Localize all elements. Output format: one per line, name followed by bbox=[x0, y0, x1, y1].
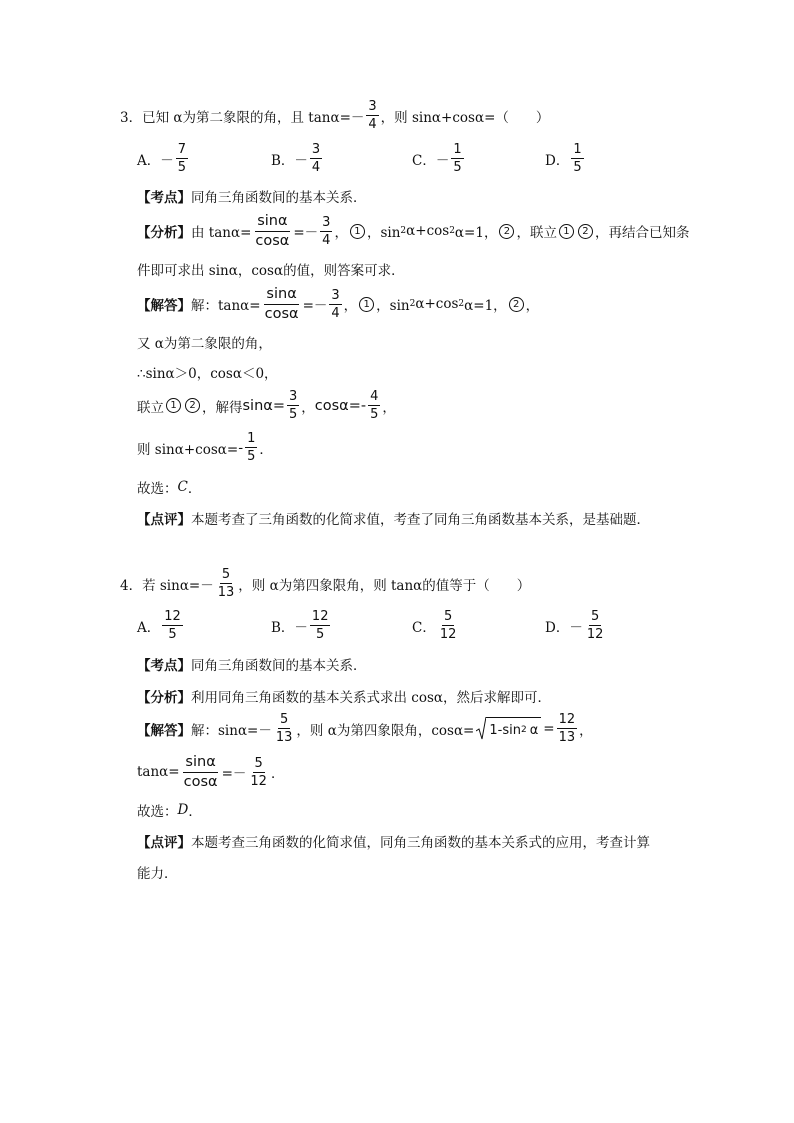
q4-stem-text: 4．若 sinα=－ bbox=[120, 577, 214, 594]
kaodian-tag: 【考点】 bbox=[137, 190, 191, 206]
dianping-tag: 【点评】 bbox=[137, 512, 191, 528]
q4-option-a[interactable]: A． $\frac{12}{5}$ bbox=[137, 609, 181, 642]
q3-sign-line: ∴sinα＞0，cosα＜0， bbox=[137, 366, 278, 382]
jieda-tag: 【解答】 bbox=[137, 722, 191, 739]
q3-dianping: 【点评】 本题考查了三角函数的化简求值，考查了同角三角函数基本关系，是基础题． bbox=[137, 508, 650, 528]
q3-stem-fraction: $\frac{3}{4}$ bbox=[368, 99, 377, 132]
q3-option-d[interactable]: D． $\frac{1}{5}$ bbox=[545, 142, 582, 175]
square-root: 1-sin 2 α bbox=[476, 717, 541, 741]
radical-sign-icon bbox=[476, 717, 486, 741]
jieda-tag: 【解答】 bbox=[137, 298, 191, 314]
circled-two: 2 bbox=[578, 224, 593, 239]
kaodian-tag: 【考点】 bbox=[137, 658, 191, 674]
q3-stem-text: 3．已知 α为第二象限的角，且 tanα=－ bbox=[120, 109, 365, 126]
q4-dianping-line2: 能力． bbox=[137, 866, 178, 882]
circled-two: 2 bbox=[509, 297, 524, 312]
q3-stem bbox=[120, 100, 549, 131]
q4-stem bbox=[120, 568, 530, 599]
circled-one: 1 bbox=[559, 224, 574, 239]
dianping-tag: 【点评】 bbox=[137, 835, 191, 851]
q4-answer: 故选： D ． bbox=[137, 802, 202, 820]
q4-kaodian: 【考点】 同角三角函数间的基本关系． bbox=[137, 654, 367, 674]
q4-fenxi: 【分析】 利用同角三角函数的基本关系式求出 cosα，然后求解即可． bbox=[137, 686, 551, 706]
q3-fenxi: 【分析】 由 tanα= $\frac{\sin\alpha}{\cos\alpha}$ =－ $\frac{3}{4}$ ， 1 ，sin 2 α+cos 2 α=1， 2 ，联立 1 2 ，再结合已知条 bbox=[137, 213, 690, 249]
q3-kaodian: 【考点】 同角三角函数间的基本关系． bbox=[137, 186, 367, 206]
circled-one: 1 bbox=[166, 398, 181, 413]
circled-one: 1 bbox=[359, 297, 374, 312]
q3-jieda: 【解答】 解：tanα= $\frac{\sin\alpha}{\cos\alpha}$ =－ $\frac{3}{4}$ ， 1 ，sin 2 α+cos 2 α=1， 2 ， bbox=[137, 286, 540, 322]
q4-stem-fraction: $\frac{5}{13}$ bbox=[217, 567, 235, 600]
q4-option-b[interactable]: B．－ $\frac{12}{5}$ bbox=[271, 609, 329, 642]
q3-answer: 故选： C ． bbox=[137, 479, 202, 497]
q4-tan-line: tanα= $\frac{\sin\alpha}{\cos\alpha}$ =－ $\frac{5}{12}$ ． bbox=[137, 754, 285, 790]
q3-option-c[interactable]: C．－ $\frac{1}{5}$ bbox=[412, 142, 462, 175]
q4-option-d[interactable]: D．－ $\frac{5}{12}$ bbox=[545, 609, 604, 642]
q3-quadrant-line: 又 α为第二象限的角， bbox=[137, 336, 272, 352]
q4-answer-letter: D bbox=[177, 802, 189, 818]
fenxi-tag: 【分析】 bbox=[137, 690, 191, 706]
circled-one: 1 bbox=[350, 224, 365, 239]
q3-lianli-line: 联立 1 2 ，解得 sinα= $\frac{3}{5}$ ， cosα=- $\frac{4}{5}$ ， bbox=[137, 389, 396, 422]
q3-stem-tail: ，则 sinα+cosα=（ ） bbox=[380, 109, 550, 126]
circled-two: 2 bbox=[185, 398, 200, 413]
q4-jieda: 【解答】 解：sinα=－ $\frac{5}{13}$ ，则 α为第四象限角，cosα= 1-sin 2 α = $\frac{12}{13}$ ， bbox=[137, 712, 593, 745]
circled-two: 2 bbox=[499, 224, 514, 239]
fenxi-tag: 【分析】 bbox=[137, 225, 191, 241]
q3-option-a[interactable]: A．－ $\frac{7}{5}$ bbox=[137, 142, 187, 175]
q3-result-line: 则 sinα+cosα= - $\frac{1}{5}$ ． bbox=[137, 431, 273, 464]
q4-dianping: 【点评】 本题考查三角函数的化简求值，同角三角函数的基本关系式的应用，考查计算 bbox=[137, 831, 650, 851]
q4-option-c[interactable]: C． $\frac{5}{12}$ bbox=[412, 609, 457, 642]
q3-fenxi-line2: 件即可求出 sinα，cosα的值，则答案可求． bbox=[137, 263, 405, 279]
q3-answer-letter: C bbox=[177, 479, 188, 495]
q4-stem-tail: ，则 α为第四象限角，则 tanα的值等于（ ） bbox=[238, 577, 531, 594]
q3-option-b[interactable]: B．－ $\frac{3}{4}$ bbox=[271, 142, 321, 175]
